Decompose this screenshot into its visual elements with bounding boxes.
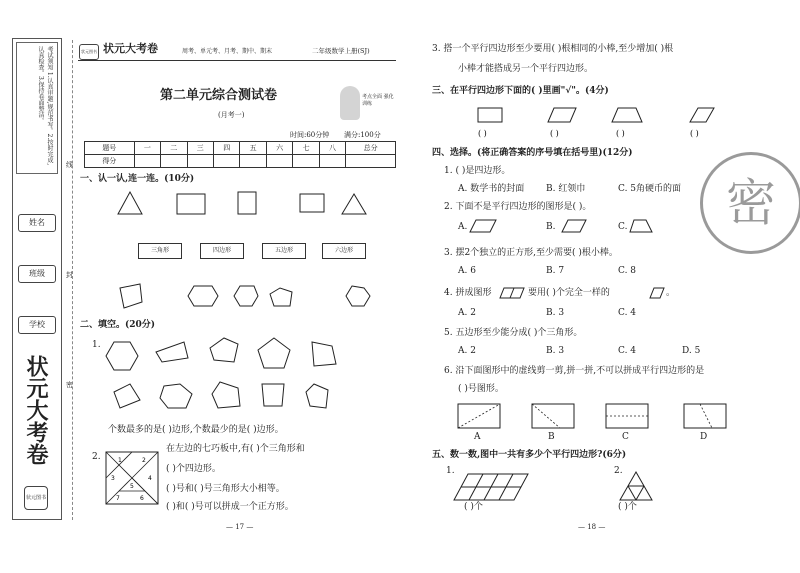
answer-bracket[interactable]: ( ): [478, 129, 487, 138]
exam-notice-text: 考试须知 1.认真审题,规范书写。2.按时完成,认真检查。3.保持卷面整洁。: [37, 46, 53, 166]
c2-option-shapes: [470, 218, 690, 234]
pentagon-shape: [270, 288, 292, 306]
q1-answer-line[interactable]: 个数最多的是( )边形,个数最少的是( )边形。: [108, 425, 284, 435]
score-cell[interactable]: [266, 155, 292, 168]
rectangle-shape: [177, 194, 205, 214]
score-cell[interactable]: [240, 155, 266, 168]
right-page-number: — 18 —: [578, 523, 606, 531]
label-triangle[interactable]: 三角形: [138, 243, 182, 259]
hexagon-shape: [188, 286, 218, 306]
trapezoid-shape: [612, 108, 642, 122]
score-cell[interactable]: [293, 155, 319, 168]
parallelogram-shape: [562, 220, 586, 232]
left-page-number: — 17 —: [226, 523, 254, 531]
hexagon-shape: [160, 384, 192, 408]
pentagon-shape: [212, 382, 240, 408]
c4-unit-figure: [650, 288, 666, 300]
c5-option-c[interactable]: C. 4: [618, 346, 637, 356]
c3-option-b[interactable]: B. 7: [546, 266, 565, 276]
parallelogram-shape: [470, 220, 496, 232]
score-header: 题号: [85, 142, 135, 155]
mascot-slogan: 考点全面 强化训练: [362, 94, 394, 107]
pentagon-shape: [306, 384, 328, 408]
header-rule: [78, 60, 396, 61]
n1-parallelogram-figure: [454, 472, 534, 504]
tangram-piece-number: 4: [148, 475, 152, 482]
c1-option-a[interactable]: A. 数学书的封面: [458, 184, 525, 194]
binding-mark-3: 密: [66, 381, 73, 389]
exam-types: 周考、单元考、月考、期中、期末: [182, 48, 273, 55]
q3-line-1[interactable]: 3. 搭一个平行四边形至少要用( )根相同的小棒,至少增加( )根: [432, 44, 674, 54]
c6-option-c[interactable]: C: [622, 432, 629, 442]
score-header: 八: [319, 142, 345, 155]
c6-cut-figures: [456, 402, 756, 432]
score-header: 六: [266, 142, 292, 155]
q2-line-3[interactable]: ( )号和( )号三角形大小相等。: [166, 484, 285, 494]
tangram-piece-number: 5: [130, 483, 134, 490]
section-5-heading: 五、数一数,图中一共有多少个平行四边形?(6分): [432, 450, 627, 460]
q2-line-2[interactable]: ( )个四边形。: [166, 464, 221, 474]
triangle-shape: [118, 192, 142, 214]
n2-triangle-figure: [618, 470, 654, 504]
quadrilateral-shape: [156, 342, 188, 362]
section-2-heading: 二、填空。(20分): [80, 320, 156, 330]
q1-number: 1.: [92, 340, 101, 350]
tangram-piece-number: 2: [142, 457, 146, 464]
c2-option-c[interactable]: C.: [618, 222, 628, 232]
c4-option-c[interactable]: C. 4: [618, 308, 637, 318]
quadrilateral-shape: [120, 284, 142, 308]
cut-line: [72, 40, 73, 520]
answer-bracket[interactable]: ( ): [550, 129, 559, 138]
binding-mark-2: 封: [66, 271, 73, 279]
c4-question-end: 。: [666, 288, 676, 298]
c6-line-1[interactable]: 6. 沿下面图形中的虚线剪一剪,拼一拼,不可以拼成平行四边形的是: [444, 366, 705, 376]
score-header: 总分: [346, 142, 396, 155]
score-cell[interactable]: [187, 155, 213, 168]
n1-number: 1.: [446, 466, 455, 476]
score-cell[interactable]: [161, 155, 187, 168]
grade-label: 二年级数学上册(SJ): [312, 47, 370, 55]
quadrilateral-shape: [262, 384, 284, 406]
name-field[interactable]: 姓名: [18, 214, 56, 232]
quadrilateral-shape: [114, 384, 140, 408]
full-score-label: 满分:100分: [344, 131, 381, 139]
brand-vertical-logo: 状元大考卷: [23, 355, 49, 465]
hexagon-shape: [234, 286, 258, 306]
tangram-figure: [106, 452, 158, 504]
confidential-seal: 密: [700, 152, 800, 254]
c2-option-a[interactable]: A.: [458, 222, 468, 232]
score-cell[interactable]: [346, 155, 396, 168]
tangram-piece-number: 3: [111, 475, 115, 482]
triangle-shape: [342, 194, 366, 214]
square-shape: [238, 192, 256, 214]
c1-question[interactable]: 1. ( )是四边形。: [444, 166, 511, 176]
binding-mark-1: 线: [66, 161, 73, 169]
c5-question[interactable]: 5. 五边形至少能分成( )个三角形。: [444, 328, 583, 338]
score-table-score-row: [85, 155, 396, 168]
score-cell[interactable]: [319, 155, 345, 168]
rectangle-shape: [300, 194, 324, 212]
answer-bracket[interactable]: ( ): [690, 129, 699, 138]
score-header: 一: [134, 142, 160, 155]
parallelogram-shape: [548, 108, 576, 122]
c3-question[interactable]: 3. 摆2个独立的正方形,至少需要( )根小棒。: [444, 248, 618, 258]
score-cell[interactable]: [134, 155, 160, 168]
n1-answer[interactable]: ( )个: [464, 502, 483, 512]
c5-option-b[interactable]: B. 3: [546, 346, 565, 356]
q1-shapes: [100, 336, 400, 416]
score-table: [84, 141, 396, 168]
c3-option-c[interactable]: C. 8: [618, 266, 637, 276]
tangram-piece-number: 7: [116, 495, 120, 502]
quadrilateral-shape: [312, 342, 336, 366]
score-header: 四: [213, 142, 239, 155]
answer-bracket[interactable]: ( ): [616, 129, 625, 138]
score-header: 七: [293, 142, 319, 155]
tangram-piece-number: 1: [118, 457, 122, 464]
score-table-header-row: [85, 142, 396, 155]
hexagon-shape: [346, 286, 370, 306]
label-quadrilateral[interactable]: 四边形: [200, 243, 244, 259]
c6-option-a[interactable]: A: [474, 432, 481, 442]
school-field[interactable]: 学校: [18, 316, 56, 334]
trapezoid-shape: [630, 220, 652, 232]
pentagon-shape: [210, 338, 238, 362]
publisher-logo: 状元图书: [79, 44, 99, 60]
pentagon-shape: [258, 338, 290, 368]
hexagon-shape: [106, 342, 138, 370]
c4-option-b[interactable]: B. 3: [546, 308, 565, 318]
label-pentagon[interactable]: 五边形: [262, 243, 306, 259]
c6-option-b[interactable]: B: [548, 432, 555, 442]
section-4-heading: 四、选择。(将正确答案的序号填在括号里)(12分): [432, 148, 633, 158]
n2-number: 2.: [614, 466, 623, 476]
c4-option-a[interactable]: A. 2: [458, 308, 476, 318]
c4-question-mid[interactable]: 要用( )个完全一样的: [528, 288, 610, 298]
n2-answer[interactable]: ( )个: [618, 502, 637, 512]
c4-composite-figure: [500, 288, 526, 300]
section-1-top-shapes: [80, 190, 400, 220]
score-header: 二: [161, 142, 187, 155]
score-header: 三: [187, 142, 213, 155]
c2-option-b[interactable]: B.: [546, 222, 556, 232]
c5-option-a[interactable]: A. 2: [458, 346, 476, 356]
q2-number: 2.: [92, 452, 101, 462]
label-hexagon[interactable]: 六边形: [322, 243, 366, 259]
section-3-heading: 三、在平行四边形下面的( )里画"√"。(4分): [432, 86, 609, 96]
c6-line-2[interactable]: ( )号图形。: [458, 384, 504, 394]
score-row-label: 得分: [85, 155, 135, 168]
c3-option-a[interactable]: A. 6: [458, 266, 476, 276]
mascot-image: [340, 86, 360, 120]
score-header: 五: [240, 142, 266, 155]
c4-question-start[interactable]: 4. 拼成图形: [444, 288, 492, 298]
paper-subtitle: (月考一): [218, 111, 245, 119]
class-field[interactable]: 班级: [18, 265, 56, 283]
tangram-piece-number: 6: [140, 495, 144, 502]
time-label: 时间:60分钟: [290, 131, 330, 139]
parallelogram-shape: [690, 108, 714, 122]
c5-option-d[interactable]: D. 5: [682, 346, 701, 356]
score-cell[interactable]: [213, 155, 239, 168]
section-1-heading: 一、认一认,连一连。(10分): [80, 174, 195, 184]
q2-line-4[interactable]: ( )和( )号可以拼成一个正方形。: [166, 502, 294, 512]
section-1-bottom-shapes: [80, 282, 400, 312]
rectangle-shape: [478, 108, 502, 122]
brand-logo: 状元大考卷: [103, 42, 158, 55]
q2-line-1[interactable]: 在左边的七巧板中,有( )个三角形和: [166, 444, 305, 454]
publisher-logo-bottom: 状元图书: [24, 486, 48, 510]
c6-option-d[interactable]: D: [700, 432, 708, 442]
c1-option-c[interactable]: C. 5角硬币的面: [618, 184, 682, 194]
c1-option-b[interactable]: B. 红领巾: [546, 184, 586, 194]
c2-question[interactable]: 2. 下面不是平行四边形的图形是( )。: [444, 202, 592, 212]
q3-line-2[interactable]: 小棒才能搭成另一个平行四边形。: [458, 64, 594, 74]
paper-title: 第二单元综合测试卷: [160, 88, 278, 103]
section-3-shapes: [470, 104, 750, 144]
